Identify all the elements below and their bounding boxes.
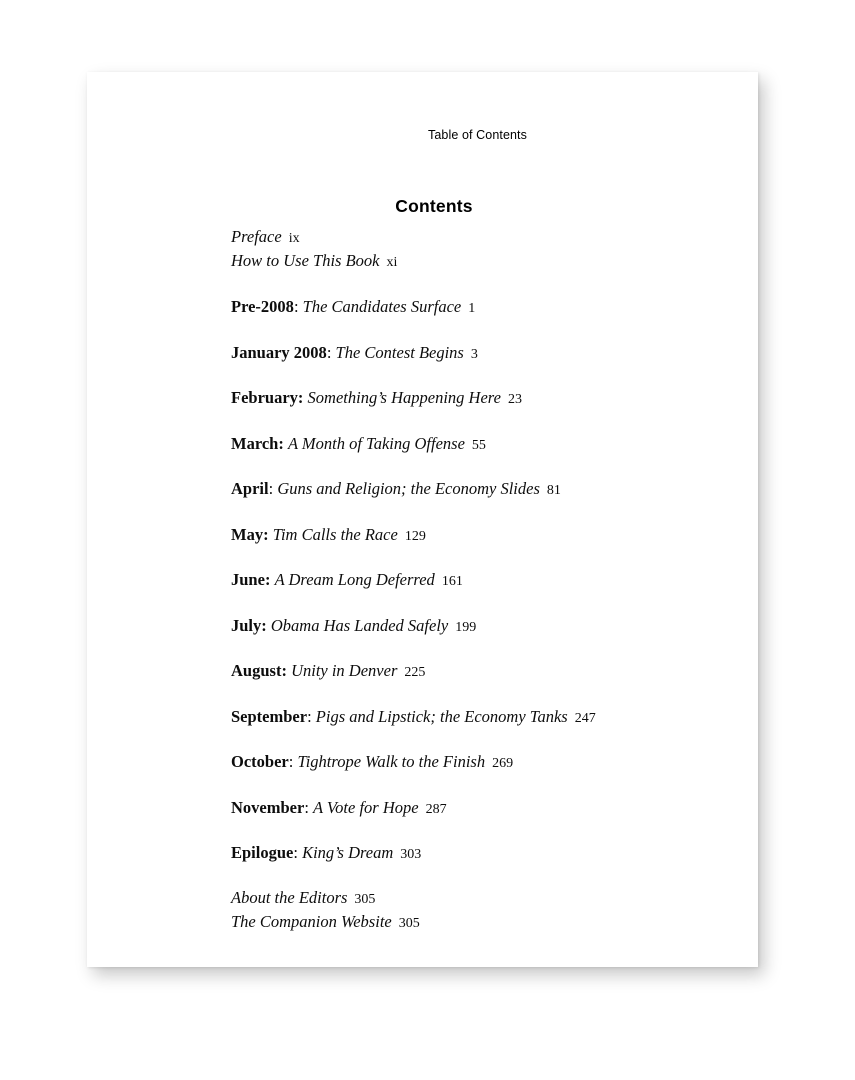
toc-entry-label: February <box>231 388 298 407</box>
toc-entry-separator: : <box>326 342 332 362</box>
toc-entry-title: Something’s Happening Here <box>307 388 501 407</box>
toc-entry-separator: : <box>293 843 298 862</box>
toc-entry-page-number: 1 <box>468 301 476 316</box>
toc-entry-page-number: 305 <box>398 916 420 931</box>
toc-entry-title: Unity in Denver <box>291 661 398 680</box>
toc-entry-page-number: 23 <box>507 392 522 407</box>
toc-entry-label: May <box>231 524 264 544</box>
toc-entry-label: July <box>231 615 262 635</box>
toc-entry-separator: : <box>288 752 294 771</box>
toc-entry-title: The Companion Website <box>231 912 392 931</box>
toc-entry-page-number: xi <box>386 255 398 270</box>
toc-entry-title: Obama Has Landed Safely <box>270 615 449 635</box>
toc-entry-separator: : <box>304 797 309 817</box>
toc-entry-label: June <box>231 570 265 589</box>
toc-entry[interactable] <box>231 615 738 639</box>
toc-entry-page-number: 247 <box>574 710 596 726</box>
toc-entry-separator: : <box>297 388 304 407</box>
toc-entry-title: About the Editors <box>231 888 348 907</box>
page-sheet <box>87 72 758 967</box>
toc-entry-title: King’s Dream <box>302 843 394 862</box>
toc-entry-title: How to Use This Book <box>231 251 380 270</box>
toc-entry-page-number: 81 <box>546 483 561 498</box>
toc-entry[interactable] <box>231 433 738 457</box>
toc-entry-label: Epilogue <box>231 843 294 862</box>
toc-entry[interactable] <box>231 660 738 684</box>
toc-entry-separator: : <box>307 706 312 726</box>
toc-entry-title: Guns and Religion; the Economy Slides <box>277 479 540 498</box>
toc-entry-page-number: 3 <box>470 346 478 362</box>
toc-entry[interactable] <box>231 342 738 366</box>
toc-entry[interactable] <box>231 797 738 821</box>
toc-entry-title: Tightrope Walk to the Finish <box>297 752 486 771</box>
toc-entry-page-number: 55 <box>471 437 486 453</box>
toc-entry-separator: : <box>264 570 271 589</box>
table-of-contents <box>231 226 738 935</box>
page-title: Contents <box>395 196 473 216</box>
toc-entry-separator: : <box>268 479 274 498</box>
toc-entry-page-number: 161 <box>441 574 463 589</box>
toc-entry-title: A Dream Long Deferred <box>274 570 435 589</box>
toc-entry-title: Tim Calls the Race <box>272 524 398 544</box>
back-matter-group <box>231 887 738 935</box>
toc-entry-label: Pre-2008 <box>231 297 294 316</box>
toc-entry-title: A Month of Taking Offense <box>287 433 465 453</box>
toc-entry[interactable] <box>231 524 738 548</box>
toc-entry-title: The Contest Begins <box>335 342 464 362</box>
toc-entry-separator: : <box>293 297 299 316</box>
toc-entry-page-number: ix <box>288 231 300 246</box>
toc-entry-page-number: 225 <box>404 665 426 680</box>
toc-entry-page-number: 305 <box>354 892 376 907</box>
running-head: Table of Contents <box>428 128 527 142</box>
front-matter-group <box>231 226 738 274</box>
toc-entry[interactable] <box>231 250 738 274</box>
toc-entry[interactable] <box>231 296 738 320</box>
toc-entry[interactable] <box>231 226 738 250</box>
toc-entry-separator: : <box>261 615 267 635</box>
toc-entry-page-number: 129 <box>404 528 426 544</box>
toc-entry-title: Pigs and Lipstick; the Economy Tanks <box>315 706 568 726</box>
toc-entry[interactable] <box>231 751 738 775</box>
toc-entry-title: A Vote for Hope <box>313 797 419 817</box>
toc-entry-page-number: 303 <box>400 847 422 862</box>
toc-entry-label: April <box>231 479 269 498</box>
toc-entry-label: November <box>231 797 305 817</box>
toc-entry[interactable] <box>231 887 738 911</box>
toc-entry-page-number: 269 <box>492 756 514 771</box>
toc-entry-label: October <box>231 752 289 771</box>
toc-entry-label: January 2008 <box>231 342 327 362</box>
toc-entry-separator: : <box>263 524 269 544</box>
toc-entry[interactable] <box>231 387 738 411</box>
toc-entry-label: September <box>231 706 308 726</box>
toc-entry-title: Preface <box>231 227 282 246</box>
toc-entry-separator: : <box>278 433 284 453</box>
toc-entry[interactable] <box>231 842 738 866</box>
toc-entry-page-number: 199 <box>455 619 477 635</box>
toc-entry-label: August <box>231 661 282 680</box>
toc-entry[interactable] <box>231 478 738 502</box>
toc-entry-title: The Candidates Surface <box>302 297 462 316</box>
chapter-list <box>231 296 738 866</box>
toc-entry[interactable] <box>231 706 738 730</box>
toc-entry[interactable] <box>231 911 738 935</box>
toc-entry-page-number: 287 <box>425 801 447 817</box>
toc-entry-label: March <box>231 433 279 453</box>
toc-entry-separator: : <box>281 661 287 680</box>
toc-entry[interactable] <box>231 569 738 593</box>
